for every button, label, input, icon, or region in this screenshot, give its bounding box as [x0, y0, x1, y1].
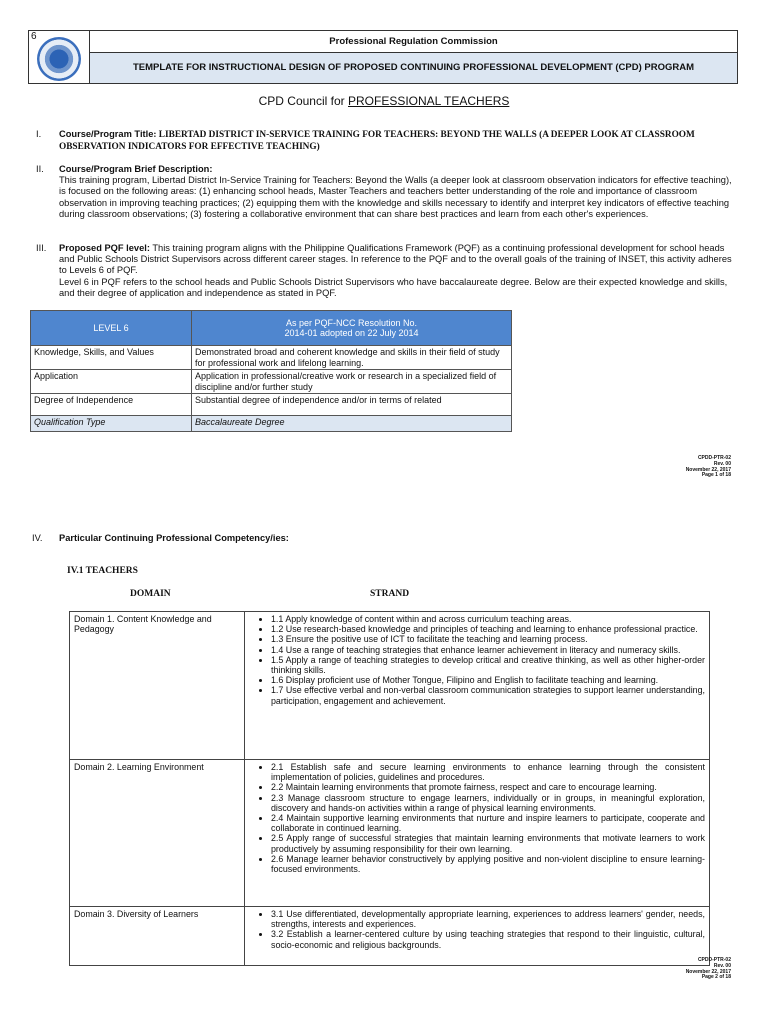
- strand-cell: [245, 612, 710, 760]
- row-value: Application in professional/creative work or research in a specialized field of discipline and/or further study: [192, 370, 512, 394]
- row-value: Baccalaureate Degree: [192, 416, 512, 432]
- section-pqf-level: [36, 243, 740, 299]
- strand-list: [249, 762, 705, 874]
- council-prefix: CPD Council for: [258, 94, 348, 108]
- document-header: [28, 30, 738, 84]
- row-value: Substantial degree of independence and/or in terms of related: [192, 394, 512, 416]
- resolution-header: [192, 311, 512, 346]
- list-item: • 2.6 Manage learner behavior constructively by applying positive and non-violent discipline to ensure learning- focused environments.: [271, 854, 705, 874]
- revision: Rev. 00: [713, 962, 731, 969]
- course-title-value: : LIBERTAD DISTRICT IN-SERVICE TRAINING FOR TEACHERS: BEYOND THE WALLS (A DEEPER LOOK AT CLASSROOM OBSERVATION INDICATORS FOR EFFECTIVE TEACHING): [59, 130, 695, 153]
- subsection-title: IV.1 TEACHERS: [67, 566, 138, 576]
- column-header-domain: DOMAIN: [130, 589, 171, 599]
- list-item: • 1.1 Apply knowledge of content within and across curriculum teaching areas.: [271, 614, 705, 624]
- row-label: Qualification Type: [31, 416, 192, 432]
- pqf-text-1: This training program aligns with the Philippine Qualifications Framework (PQF) as a continuing professional development for school heads and Public Schools District Supervisors across different career stages. In reference to the PQF and to the overall goals of the training of INSET, this activity adheres to Levels 6 of PQF.: [59, 243, 732, 276]
- section-brief-description: [36, 164, 740, 220]
- section-label: Proposed PQF level:: [59, 243, 150, 253]
- page-count: Page 1 of 18: [701, 472, 731, 479]
- resolution-line-2: 2014-01 adopted on 22 July 2014: [284, 328, 419, 338]
- list-item: • 3.1 Use differentiated, developmentally appropriate learning, experiences to address learners' gender, needs, strengths, interests and experiences.: [271, 909, 705, 929]
- section-number: I.: [36, 129, 42, 139]
- list-item: • 2.4 Maintain supportive learning environments that nurture and inspire learners to participate, cooperate and collaborate in continued learning.: [271, 813, 705, 833]
- revision: Rev. 00: [713, 460, 731, 467]
- page-footer: [686, 958, 731, 981]
- list-item: • 1.6 Display proficient use of Mother Tongue, Filipino and English to facilitate teaching and learning.: [271, 675, 705, 685]
- resolution-line-1: As per PQF-NCC Resolution No.: [285, 317, 418, 328]
- strand-list: [249, 909, 705, 950]
- row-label: Application: [31, 370, 192, 394]
- domain-name: Domain 2. Learning Environment: [70, 760, 245, 907]
- strand-list: [249, 614, 705, 706]
- list-item: • 2.5 Apply range of successful strategies that maintain learning environments that motivate learners to work productively by assuming responsibility for their own learning.: [271, 833, 705, 853]
- form-code: CPDD-PTR-02: [697, 957, 731, 963]
- section-number: III.: [36, 243, 47, 253]
- table-row: [70, 760, 710, 907]
- list-item: • 2.3 Manage classroom structure to engage learners, individually or in groups, in meaningful exploration, discovery and hands-on activities within a range of physical learning environments.: [271, 793, 705, 813]
- section-label: Particular Continuing Professional Competency/ies:: [59, 533, 289, 543]
- page-footer: [686, 456, 731, 479]
- list-item: • 2.2 Maintain learning environments that promote fairness, respect and care to encourage learning.: [271, 782, 705, 792]
- section-competencies: [32, 533, 736, 544]
- template-title: TEMPLATE FOR INSTRUCTIONAL DESIGN OF PROPOSED CONTINUING PROFESSIONAL DEVELOPMENT (CPD) PROGRAM: [90, 53, 737, 83]
- section-number: II.: [36, 164, 44, 174]
- page-count: Page 2 of 18: [701, 974, 731, 981]
- section-label: Course/Program Brief Description:: [59, 164, 213, 174]
- prc-seal-logo: [37, 37, 81, 81]
- list-item: • 1.2 Use research-based knowledge and principles of teaching and learning to enhance professional practice.: [271, 624, 705, 634]
- pqf-level-table: [30, 310, 512, 432]
- list-item: • 1.5 Apply a range of teaching strategies to develop critical and creative thinking, as well as other higher-order thinking skills.: [271, 655, 705, 675]
- section-course-title: [36, 129, 740, 153]
- council-name: PROFESSIONAL TEACHERS: [348, 94, 510, 108]
- domain-name: Domain 1. Content Knowledge and Pedagogy: [70, 612, 245, 760]
- column-header-strand: STRAND: [370, 589, 410, 599]
- section-label: Course/Program Title: [59, 129, 154, 139]
- list-item: • 3.2 Establish a learner-centered culture by using teaching strategies that respond to their linguistic, cultural, socio-economic and religious backgrounds.: [271, 929, 705, 949]
- pqf-text-2: Level 6 in PQF refers to the school heads and Public Schools District Supervisors who have baccalaureate degree. Below are their expected knowledge and skills, and their degree of application and independence as stated in PQF.: [59, 276, 728, 298]
- footer-date: November 22, 2017: [685, 968, 731, 975]
- table-row: [70, 907, 710, 966]
- logo-cell: [29, 31, 90, 83]
- table-row: [31, 416, 512, 432]
- footer-date: November 22, 2017: [685, 466, 731, 473]
- table-row: [31, 346, 512, 370]
- list-item: • 1.7 Use effective verbal and non-verbal classroom communication strategies to support learner understanding, participation, engagement and achievement.: [271, 685, 705, 705]
- strand-cell: [245, 907, 710, 966]
- domain-strand-table: [69, 611, 710, 966]
- level-header: LEVEL 6: [31, 311, 192, 346]
- form-code: CPDD-PTR-02: [697, 455, 731, 461]
- strand-cell: [245, 760, 710, 907]
- row-value: Demonstrated broad and coherent knowledge and skills in their field of study for professional work and lifelong learning.: [192, 346, 512, 370]
- table-row: [31, 394, 512, 416]
- list-item: • 1.4 Use a range of teaching strategies that enhance learner achievement in literacy and numeracy skills.: [271, 645, 705, 655]
- table-header-row: [31, 311, 512, 346]
- table-row: [31, 370, 512, 394]
- table-row: [70, 612, 710, 760]
- section-number: IV.: [32, 533, 43, 543]
- description-text: This training program, Libertad District In-Service Training for Teachers: Beyond the Walls (a deeper look at classroom observation indicators for effective teaching), is focused on the following areas: (1) enhancing school heads, Master Teachers and teachers better understanding of the role and importance of classroom observation in improving teaching practices; (2) equipping them with the knowledge and skills necessary to identify and interpret key indicators of effective teaching during classroom observations; (3) fostering a collaborative environment that can share best practices and learn from each other's experiences.: [59, 175, 732, 219]
- list-item: • 2.1 Establish safe and secure learning environments to enhance learning through the consistent implementation of policies, guidelines and procedures.: [271, 762, 705, 782]
- row-label: Knowledge, Skills, and Values: [31, 346, 192, 370]
- organization-name: Professional Regulation Commission: [90, 31, 737, 53]
- row-label: Degree of Independence: [31, 394, 192, 416]
- page-number: 6: [31, 31, 37, 42]
- domain-name: Domain 3. Diversity of Learners: [70, 907, 245, 966]
- cpd-council-line: [0, 94, 768, 108]
- list-item: • 1.3 Ensure the positive use of ICT to facilitate the teaching and learning process.: [271, 634, 705, 644]
